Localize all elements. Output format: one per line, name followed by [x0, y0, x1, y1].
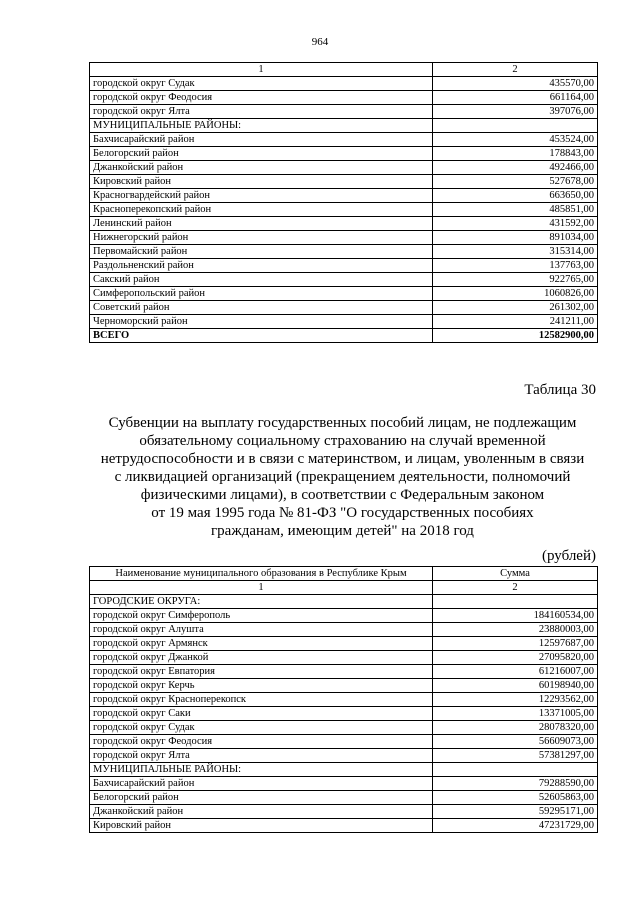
- municipality-name: городской округ Алушта: [90, 623, 433, 637]
- table-continued: [89, 62, 598, 343]
- total-row: [90, 329, 598, 343]
- unit-label: (рублей): [541, 548, 596, 564]
- section-row: [90, 119, 598, 133]
- table-row: [90, 175, 598, 189]
- amount-value: 56609073,00: [433, 735, 598, 749]
- amount-value: 79288590,00: [433, 777, 598, 791]
- table-row: [90, 651, 598, 665]
- municipality-name: городской округ Ялта: [90, 105, 433, 119]
- column-number: 1: [90, 581, 433, 595]
- amount-value: 431592,00: [433, 217, 598, 231]
- municipality-name: Белогорский район: [90, 791, 433, 805]
- amount-value: 485851,00: [433, 203, 598, 217]
- table-row: [90, 637, 598, 651]
- amount-value: 57381297,00: [433, 749, 598, 763]
- title-line: гражданам, имеющим детей" на 2018 год: [211, 523, 474, 539]
- municipality-name: Советский район: [90, 301, 433, 315]
- municipality-name: МУНИЦИПАЛЬНЫЕ РАЙОНЫ:: [90, 119, 433, 133]
- amount-value: 315314,00: [433, 245, 598, 259]
- table-row: [90, 707, 598, 721]
- column-number: 1: [90, 63, 433, 77]
- table-row: [90, 721, 598, 735]
- title-line: обязательному социальному страхованию на случай временной: [139, 433, 546, 449]
- table-row: [90, 161, 598, 175]
- table-title: [70, 414, 615, 540]
- table-row: [90, 623, 598, 637]
- table-row: [90, 777, 598, 791]
- column-number: 2: [433, 581, 598, 595]
- table-body: [90, 567, 598, 833]
- municipality-name: городской округ Армянск: [90, 637, 433, 651]
- table-row: [90, 133, 598, 147]
- municipality-name: городской округ Красноперекопск: [90, 693, 433, 707]
- municipality-name: Нижнегорский район: [90, 231, 433, 245]
- amount-value: 13371005,00: [433, 707, 598, 721]
- amount-value: 12582900,00: [433, 329, 598, 343]
- table-row: [90, 147, 598, 161]
- header-row: [90, 567, 598, 581]
- section-row: [90, 595, 598, 609]
- table-row: [90, 805, 598, 819]
- municipality-name: ГОРОДСКИЕ ОКРУГА:: [90, 595, 433, 609]
- table-row: [90, 791, 598, 805]
- amount-value: 61216007,00: [433, 665, 598, 679]
- amount-value: 453524,00: [433, 133, 598, 147]
- amount-value: 241211,00: [433, 315, 598, 329]
- municipality-name: городской округ Керчь: [90, 679, 433, 693]
- municipality-name: городской округ Судак: [90, 721, 433, 735]
- amount-value: 12293562,00: [433, 693, 598, 707]
- amount-value: 27095820,00: [433, 651, 598, 665]
- table-row: [90, 749, 598, 763]
- municipality-name: Кировский район: [90, 175, 433, 189]
- table-row: [90, 203, 598, 217]
- amount-value: 28078320,00: [433, 721, 598, 735]
- municipality-name: городской округ Феодосия: [90, 735, 433, 749]
- municipality-name: Бахчисарайский район: [90, 777, 433, 791]
- section-row: [90, 763, 598, 777]
- municipality-name: городской округ Симферополь: [90, 609, 433, 623]
- table-body: [90, 63, 598, 343]
- municipality-name: городской округ Судак: [90, 77, 433, 91]
- municipality-name: Первомайский район: [90, 245, 433, 259]
- table-row: [90, 91, 598, 105]
- amount-value: [433, 119, 598, 133]
- table-row: [90, 315, 598, 329]
- column-header: Наименование муниципального образования в Республике Крым: [90, 567, 433, 581]
- table-row: [90, 259, 598, 273]
- table-row: [90, 231, 598, 245]
- amount-value: 60198940,00: [433, 679, 598, 693]
- table-row: [90, 217, 598, 231]
- amount-value: 52605863,00: [433, 791, 598, 805]
- subsidies-table: [89, 566, 598, 833]
- table-row: [90, 819, 598, 833]
- table-row: [90, 735, 598, 749]
- municipality-name: городской округ Феодосия: [90, 91, 433, 105]
- amount-value: [433, 763, 598, 777]
- municipality-name: МУНИЦИПАЛЬНЫЕ РАЙОНЫ:: [90, 763, 433, 777]
- table-row: [90, 189, 598, 203]
- table-row: [90, 77, 598, 91]
- table-row: [90, 287, 598, 301]
- table-row: [90, 301, 598, 315]
- amount-value: 492466,00: [433, 161, 598, 175]
- amount-value: 922765,00: [433, 273, 598, 287]
- table-row: [90, 693, 598, 707]
- municipality-name: Джанкойский район: [90, 805, 433, 819]
- amount-value: 23880003,00: [433, 623, 598, 637]
- table-row: [90, 679, 598, 693]
- municipality-name: Кировский район: [90, 819, 433, 833]
- amount-value: 663650,00: [433, 189, 598, 203]
- municipality-name: Джанкойский район: [90, 161, 433, 175]
- title-line: физическими лицами), в соответствии с Федеральным законом: [140, 487, 545, 503]
- amount-value: [433, 595, 598, 609]
- municipality-name: Красноперекопский район: [90, 203, 433, 217]
- municipality-name: Раздольненский район: [90, 259, 433, 273]
- table-row: [90, 105, 598, 119]
- amount-value: 184160534,00: [433, 609, 598, 623]
- table-row: [90, 609, 598, 623]
- amount-value: 137763,00: [433, 259, 598, 273]
- title-line: от 19 мая 1995 года № 81-ФЗ "О государственных пособиях: [151, 505, 534, 521]
- column-numbers-row: [90, 581, 598, 595]
- municipality-name: городской округ Ялта: [90, 749, 433, 763]
- amount-value: 661164,00: [433, 91, 598, 105]
- municipality-name: городской округ Саки: [90, 707, 433, 721]
- title-line: нетрудоспособности и в связи с материнством, и лицам, уволенным в связи: [100, 451, 585, 467]
- amount-value: 261302,00: [433, 301, 598, 315]
- amount-value: 435570,00: [433, 77, 598, 91]
- page-number: 964: [311, 36, 329, 48]
- table-row: [90, 245, 598, 259]
- amount-value: 1060826,00: [433, 287, 598, 301]
- municipality-name: Сакский район: [90, 273, 433, 287]
- column-header: Сумма: [433, 567, 598, 581]
- municipality-name: Симферопольский район: [90, 287, 433, 301]
- table-row: [90, 665, 598, 679]
- municipality-name: Бахчисарайский район: [90, 133, 433, 147]
- municipality-name: Ленинский район: [90, 217, 433, 231]
- municipality-name: городской округ Евпатория: [90, 665, 433, 679]
- table-caption: Таблица 30: [524, 382, 596, 398]
- amount-value: 178843,00: [433, 147, 598, 161]
- amount-value: 527678,00: [433, 175, 598, 189]
- column-number: 2: [433, 63, 598, 77]
- amount-value: 12597687,00: [433, 637, 598, 651]
- amount-value: 397076,00: [433, 105, 598, 119]
- title-line: Субвенции на выплату государственных пособий лицам, не подлежащим: [108, 415, 577, 431]
- municipality-name: Черноморский район: [90, 315, 433, 329]
- column-numbers-row: [90, 63, 598, 77]
- amount-value: 59295171,00: [433, 805, 598, 819]
- amount-value: 891034,00: [433, 231, 598, 245]
- municipality-name: городской округ Джанкой: [90, 651, 433, 665]
- title-line: с ликвидацией организаций (прекращением деятельности, полномочий: [114, 469, 571, 485]
- municipality-name: Красногвардейский район: [90, 189, 433, 203]
- municipality-name: Белогорский район: [90, 147, 433, 161]
- municipality-name: ВСЕГО: [90, 329, 433, 343]
- table-row: [90, 273, 598, 287]
- amount-value: 47231729,00: [433, 819, 598, 833]
